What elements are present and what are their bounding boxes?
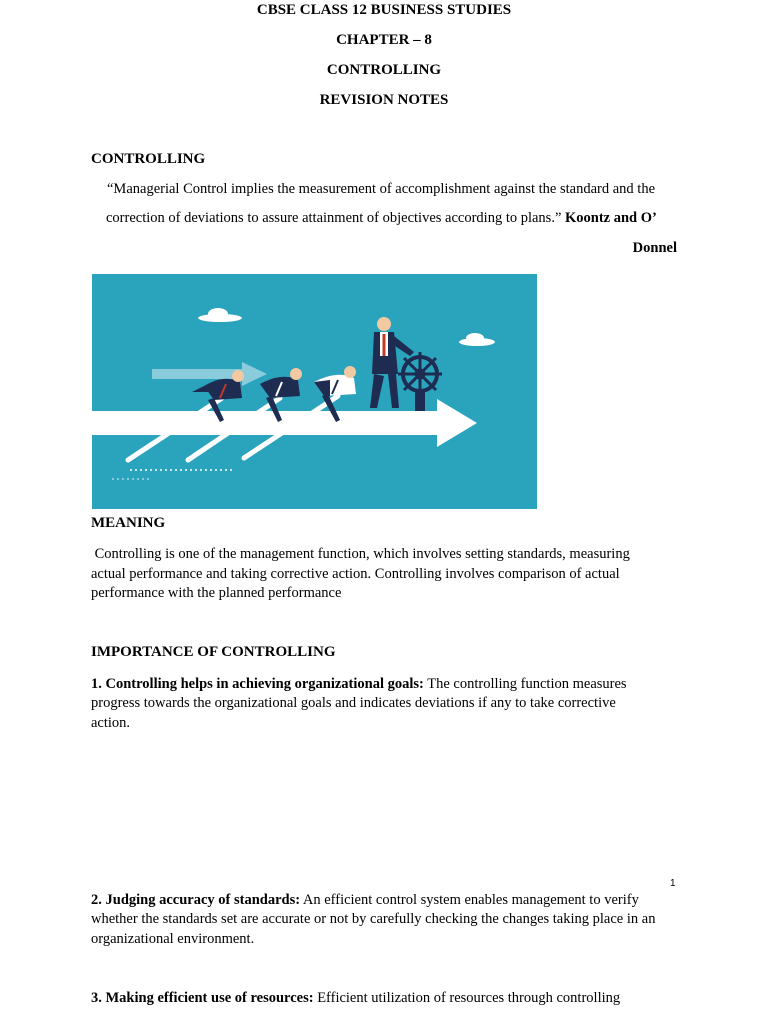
ship-wheel-icon — [398, 352, 442, 396]
point-1-title: 1. Controlling helps in achieving organizational goals: — [91, 676, 424, 692]
point-2-line-2: whether the standards set are accurate or not by carefully checking the changes taking place in an — [91, 911, 656, 927]
quote-line-1: “Managerial Control implies the measurement of accomplishment against the standard and the — [107, 181, 656, 197]
rowers-and-leader-illustration — [92, 274, 537, 509]
quote-author: Koontz and O’ — [565, 210, 657, 226]
point-3-text: Efficient utilization of resources through controlling — [313, 990, 621, 1006]
page-number: 1 — [670, 878, 676, 889]
meaning-line-1: Controlling is one of the management function, which involves setting standards, measuring — [91, 546, 630, 562]
point-2-title: 2. Judging accuracy of standards: — [91, 892, 301, 908]
point-2-line-1 — [91, 891, 711, 911]
point-2-text: An efficient control system enables management to verify — [300, 892, 639, 908]
point-3-line-1 — [91, 989, 711, 1009]
meaning-line-2: actual performance and taking corrective action. Controlling involves comparison of actual — [91, 566, 620, 582]
point-1-line-1 — [91, 675, 711, 695]
quote-author-continued: Donnel — [632, 240, 677, 256]
point-1-line-3: action. — [91, 715, 131, 731]
controlling-heading: CONTROLLING — [91, 151, 206, 167]
point-2-line-3: organizational environment. — [91, 931, 255, 947]
quote-line-2 — [106, 210, 657, 227]
doc-title-line1: CBSE CLASS 12 BUSINESS STUDIES — [256, 2, 512, 18]
cloud-icon — [198, 308, 495, 346]
chapter-title: CONTROLLING — [326, 62, 442, 78]
point-1-line-2: progress towards the organizational goals and indicates deviations if any to take corrective — [91, 695, 616, 711]
rowers-illustration — [92, 274, 537, 509]
meaning-line-3: performance with the planned performance — [91, 585, 342, 601]
point-3-title: 3. Making efficient use of resources: — [91, 990, 314, 1006]
meaning-heading: MEANING — [91, 515, 166, 531]
chapter-label: CHAPTER – 8 — [336, 32, 432, 48]
importance-heading: IMPORTANCE OF CONTROLLING — [91, 644, 336, 660]
revision-notes-label: REVISION NOTES — [319, 92, 449, 108]
point-1-text: The controlling function measures — [423, 676, 627, 692]
quote-text: correction of deviations to assure attainment of objectives according to plans.” — [106, 210, 562, 226]
